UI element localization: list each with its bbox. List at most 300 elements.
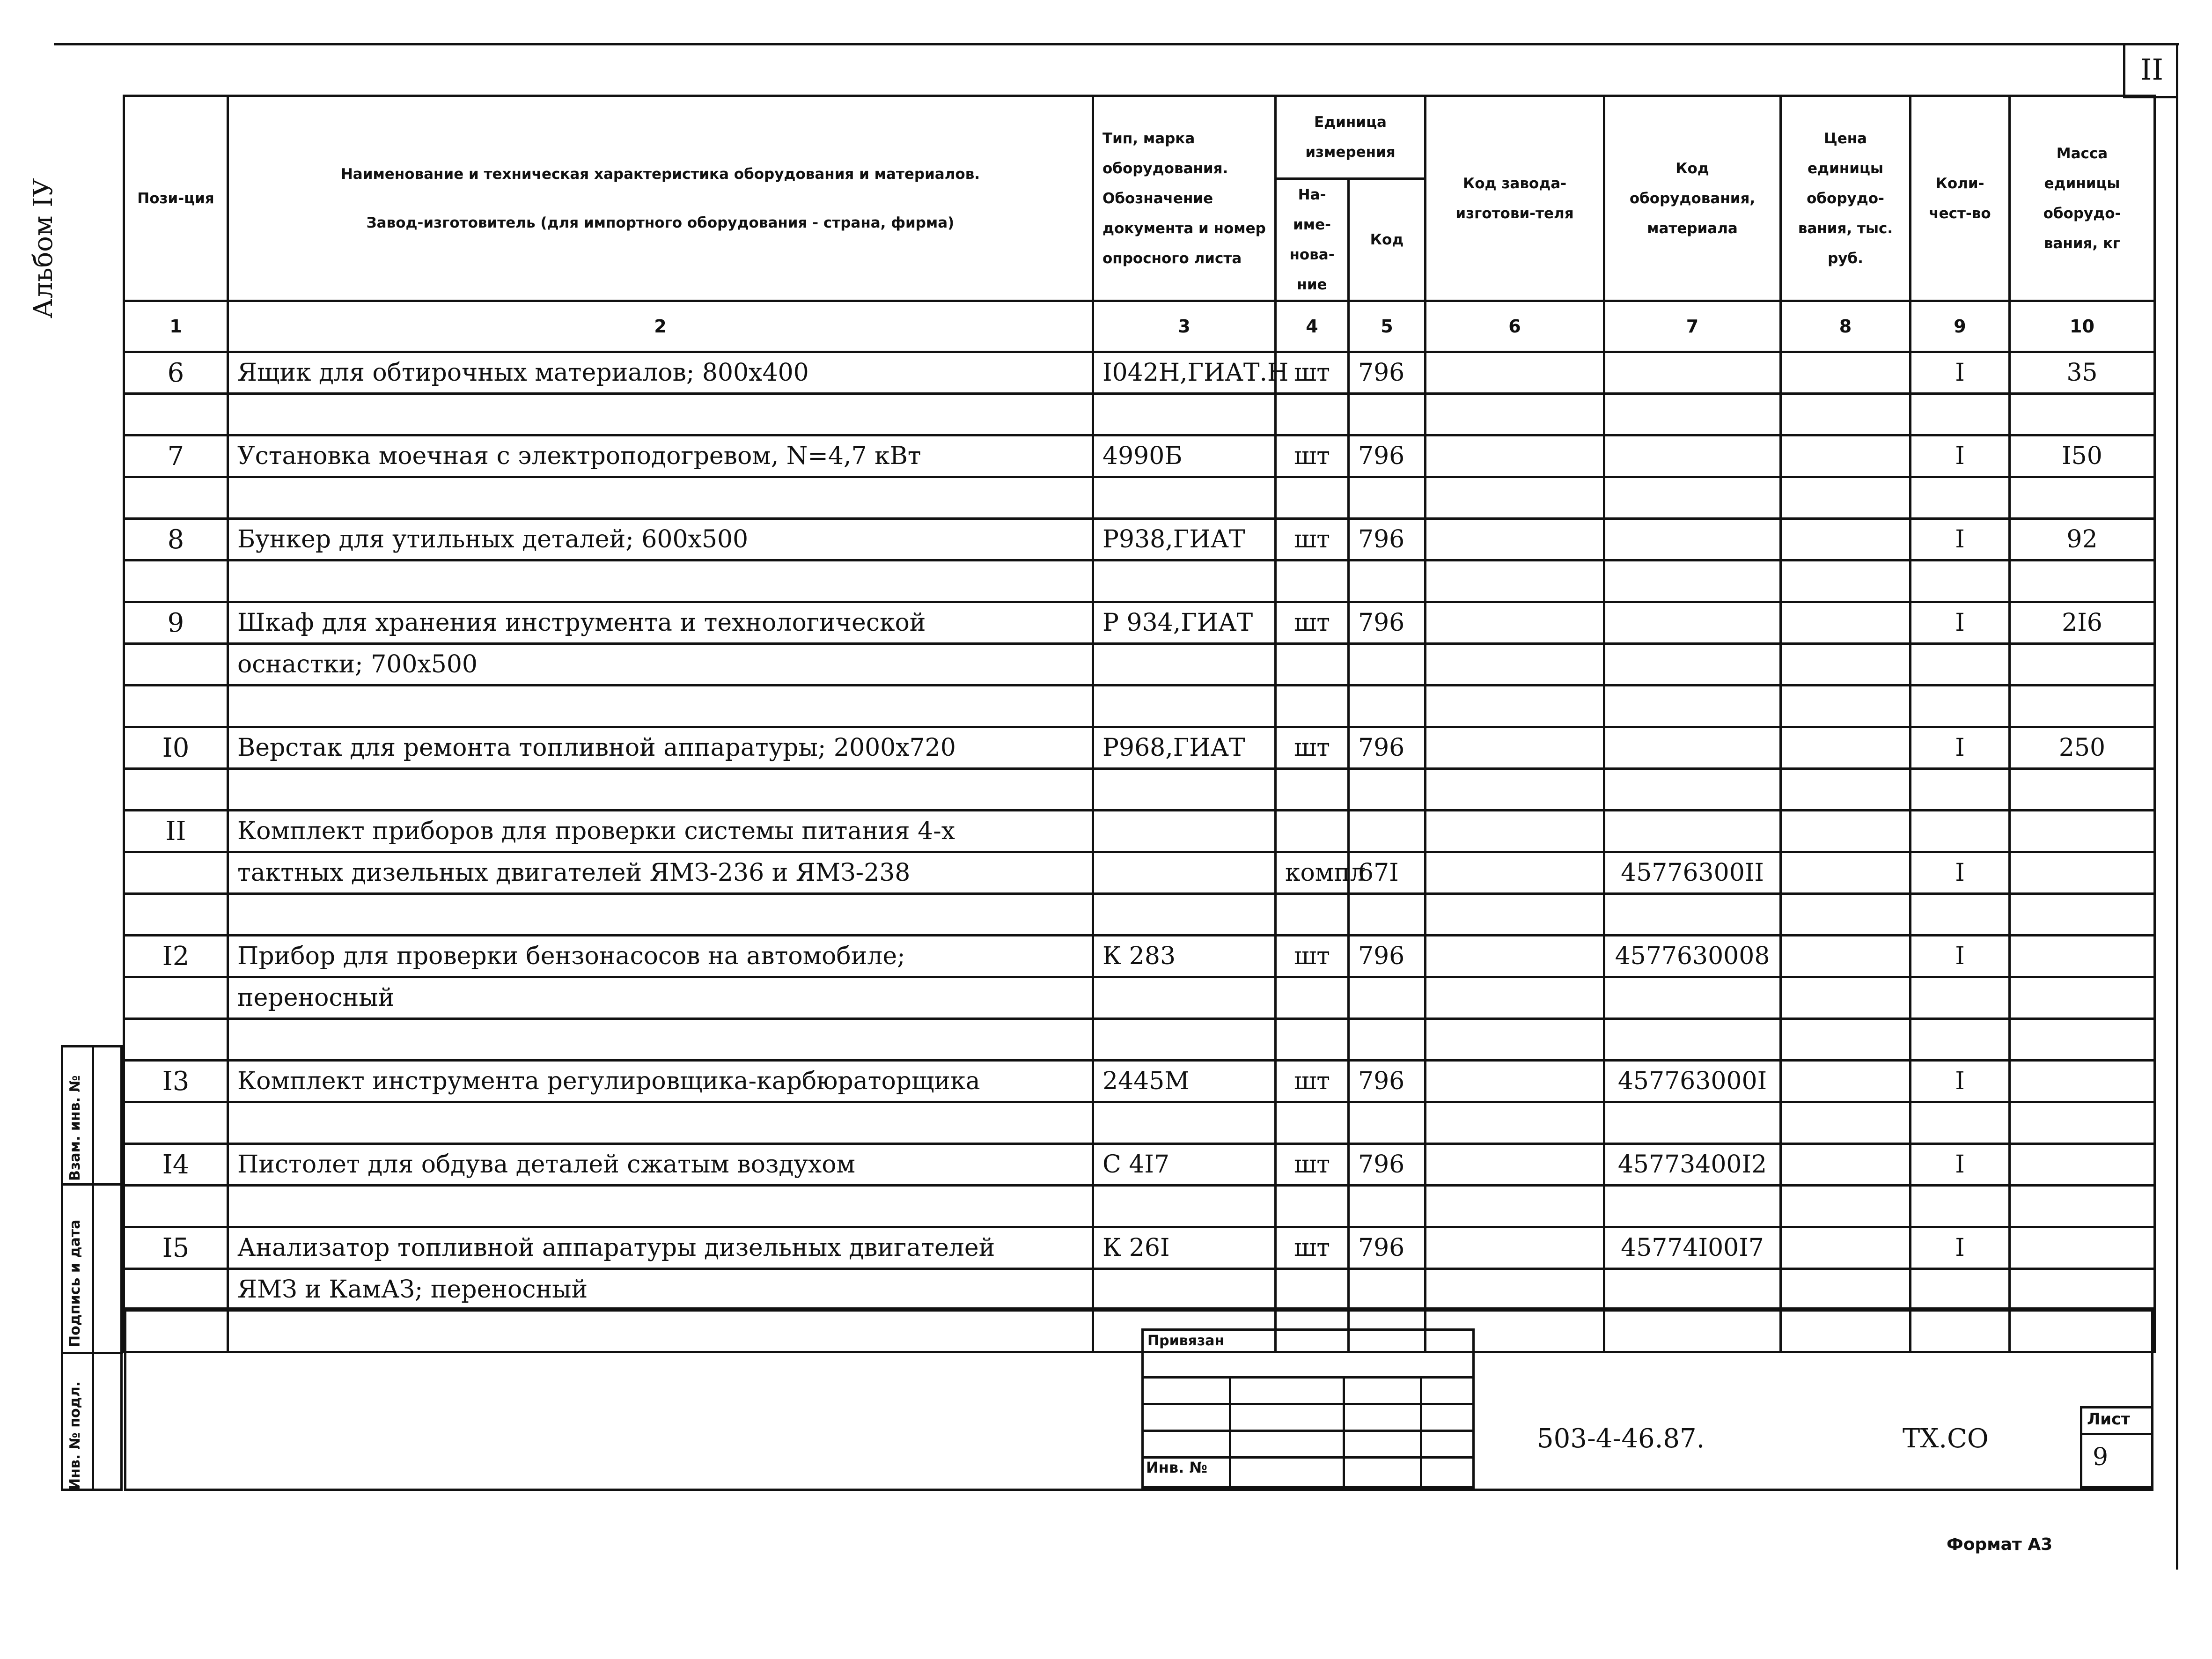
cell-pos (124, 477, 228, 519)
stamp-grid-line (1420, 1376, 1422, 1489)
cell-type: К 283 (1093, 936, 1276, 977)
cell-pos: I4 (124, 1144, 228, 1186)
cell-type (1093, 769, 1276, 811)
cell-code (1604, 519, 1781, 560)
cell-name: Анализатор топливной аппаратуры дизельных двигателей (228, 1227, 1093, 1269)
cell-ucode: 796 (1349, 435, 1426, 477)
cell-ucode: 796 (1349, 519, 1426, 560)
cell-qty: I (1911, 852, 2010, 894)
right-border (2176, 43, 2178, 1570)
cell-name (228, 394, 1093, 435)
cell-name: оснастки; 700х500 (228, 644, 1093, 686)
stamp-grid-line (1343, 1376, 1345, 1489)
cell-price (1781, 519, 1911, 560)
cell-price (1781, 852, 1911, 894)
table-row (124, 560, 2155, 602)
header-name (228, 96, 1093, 301)
cell-qty (1911, 769, 2010, 811)
cell-name (228, 1019, 1093, 1061)
cell-unit: шт (1276, 936, 1349, 977)
cell-mass (2010, 1186, 2155, 1227)
inv-number-label: Инв. № (1146, 1459, 1207, 1476)
cell-price (1781, 602, 1911, 644)
cell-ucode (1349, 1019, 1426, 1061)
cell-unit (1276, 1186, 1349, 1227)
table-row (124, 1102, 2155, 1144)
cell-qty: I (1911, 1227, 2010, 1269)
cell-type (1093, 894, 1276, 936)
cell-name: Шкаф для хранения инструмента и технологической (228, 602, 1093, 644)
cell-maker (1426, 1269, 1604, 1311)
cell-mass (2010, 811, 2155, 852)
cell-qty (1911, 1186, 2010, 1227)
cell-price (1781, 560, 1911, 602)
cell-code (1604, 977, 1781, 1019)
cell-code: 45773400I2 (1604, 1144, 1781, 1186)
cell-price (1781, 1186, 1911, 1227)
header-qty: Коли-чест-во (1911, 96, 2010, 301)
cell-unit: шт (1276, 435, 1349, 477)
cell-pos (124, 686, 228, 727)
table-row (124, 1186, 2155, 1227)
cell-mass (2010, 1144, 2155, 1186)
cell-pos (124, 852, 228, 894)
cell-price (1781, 769, 1911, 811)
cell-type (1093, 686, 1276, 727)
cell-mass (2010, 1102, 2155, 1144)
top-border (54, 43, 2179, 45)
cell-pos (124, 1102, 228, 1144)
cell-unit (1276, 811, 1349, 852)
cell-pos (124, 394, 228, 435)
inv-podl-label: Инв. № подл. (67, 1381, 83, 1490)
cell-unit (1276, 894, 1349, 936)
cell-name: Бункер для утильных деталей; 600х500 (228, 519, 1093, 560)
side-stamp-line (63, 1352, 123, 1354)
cell-unit (1276, 769, 1349, 811)
table-row (124, 1019, 2155, 1061)
cell-code: 457763000I (1604, 1061, 1781, 1102)
cell-mass (2010, 1061, 2155, 1102)
cell-unit: шт (1276, 727, 1349, 769)
header-price: Цена единицы оборудо-вания, тыс. руб. (1781, 96, 1911, 301)
stamp-grid-line (1141, 1403, 1475, 1405)
table-row (124, 1227, 2155, 1269)
cell-type (1093, 394, 1276, 435)
format-label: Формат А3 (1947, 1535, 2053, 1554)
table-row (124, 977, 2155, 1019)
cell-price (1781, 977, 1911, 1019)
cell-code (1604, 644, 1781, 686)
cell-pos: 7 (124, 435, 228, 477)
cell-qty: I (1911, 352, 2010, 394)
sheet-number: II (2123, 43, 2178, 98)
cell-qty: I (1911, 519, 2010, 560)
cell-mass (2010, 852, 2155, 894)
cell-price (1781, 1144, 1911, 1186)
cell-unit (1276, 394, 1349, 435)
cell-type: Р968,ГИАТ (1093, 727, 1276, 769)
document-code: ТХ.СО (1903, 1423, 1989, 1454)
cell-maker (1426, 560, 1604, 602)
cell-code: 45774I00I7 (1604, 1227, 1781, 1269)
cell-price (1781, 686, 1911, 727)
column-number: 7 (1604, 301, 1781, 352)
header-maker-code: Код завода-изготови-теля (1426, 96, 1604, 301)
cell-name (228, 1102, 1093, 1144)
cell-unit: шт (1276, 1061, 1349, 1102)
equipment-table (123, 95, 2156, 1353)
cell-qty: I (1911, 435, 2010, 477)
cell-unit (1276, 1019, 1349, 1061)
cell-ucode (1349, 477, 1426, 519)
cell-name (228, 686, 1093, 727)
cell-unit (1276, 1102, 1349, 1144)
header-equip-code: Код оборудования, материала (1604, 96, 1781, 301)
cell-price (1781, 352, 1911, 394)
cell-qty (1911, 1269, 2010, 1311)
cell-pos (124, 560, 228, 602)
cell-name: Установка моечная с электроподогревом, N=4,7 кВт (228, 435, 1093, 477)
table-row (124, 352, 2155, 394)
cell-type: С 4I7 (1093, 1144, 1276, 1186)
cell-unit: шт (1276, 352, 1349, 394)
cell-qty: I (1911, 602, 2010, 644)
table-row (124, 811, 2155, 852)
cell-maker (1426, 811, 1604, 852)
cell-qty (1911, 477, 2010, 519)
cell-ucode: 796 (1349, 936, 1426, 977)
cell-pos: I3 (124, 1061, 228, 1102)
table-row (124, 1061, 2155, 1102)
column-number: 4 (1276, 301, 1349, 352)
cell-type (1093, 1186, 1276, 1227)
cell-mass (2010, 477, 2155, 519)
cell-name: ЯМЗ и КамАЗ; переносный (228, 1269, 1093, 1311)
cell-ucode (1349, 644, 1426, 686)
cell-mass (2010, 686, 2155, 727)
cell-ucode: 796 (1349, 1144, 1426, 1186)
table-row (124, 602, 2155, 644)
cell-unit (1276, 560, 1349, 602)
cell-code (1604, 769, 1781, 811)
cell-pos: 8 (124, 519, 228, 560)
cell-code (1604, 435, 1781, 477)
cell-name (228, 560, 1093, 602)
cell-unit (1276, 477, 1349, 519)
podpis-label: Подпись и дата (67, 1219, 83, 1347)
cell-code (1604, 727, 1781, 769)
cell-price (1781, 477, 1911, 519)
cell-maker (1426, 602, 1604, 644)
side-stamp-line (63, 1183, 123, 1186)
cell-qty: I (1911, 1061, 2010, 1102)
cell-code (1604, 352, 1781, 394)
stamp-grid-line (1141, 1430, 1475, 1432)
header-mass: Масса единицы оборудо-вания, кг (2010, 96, 2155, 301)
cell-qty: I (1911, 727, 2010, 769)
privyazan-label: Привязан (1141, 1328, 1475, 1379)
cell-maker (1426, 644, 1604, 686)
table-row (124, 477, 2155, 519)
cell-type (1093, 644, 1276, 686)
cell-mass (2010, 394, 2155, 435)
cell-unit: шт (1276, 602, 1349, 644)
cell-qty (1911, 644, 2010, 686)
table-row (124, 769, 2155, 811)
document-number: 503-4-46.87. (1537, 1423, 1705, 1454)
cell-pos: II (124, 811, 228, 852)
cell-name: Пистолет для обдува деталей сжатым воздухом (228, 1144, 1093, 1186)
cell-pos (124, 1019, 228, 1061)
cell-unit: шт (1276, 1227, 1349, 1269)
cell-ucode (1349, 560, 1426, 602)
cell-maker (1426, 477, 1604, 519)
cell-type (1093, 977, 1276, 1019)
cell-mass (2010, 644, 2155, 686)
cell-code (1604, 1269, 1781, 1311)
cell-type: Р938,ГИАТ (1093, 519, 1276, 560)
cell-price (1781, 811, 1911, 852)
column-number: 10 (2010, 301, 2155, 352)
cell-type (1093, 477, 1276, 519)
table-row (124, 394, 2155, 435)
cell-mass: I50 (2010, 435, 2155, 477)
cell-maker (1426, 1019, 1604, 1061)
table-row (124, 1269, 2155, 1311)
cell-name: Прибор для проверки бензонасосов на автомобиле; (228, 936, 1093, 977)
cell-ucode (1349, 894, 1426, 936)
cell-qty (1911, 1019, 2010, 1061)
cell-price (1781, 1019, 1911, 1061)
header-unit-code: Код (1349, 179, 1426, 301)
cell-name: тактных дизельных двигателей ЯМЗ-236 и ЯМЗ-238 (228, 852, 1093, 894)
cell-qty (1911, 686, 2010, 727)
cell-type: Р 934,ГИАТ (1093, 602, 1276, 644)
cell-mass (2010, 769, 2155, 811)
cell-code (1604, 1019, 1781, 1061)
cell-ucode: 796 (1349, 352, 1426, 394)
cell-type (1093, 1102, 1276, 1144)
cell-mass (2010, 560, 2155, 602)
cell-price (1781, 1061, 1911, 1102)
cell-mass (2010, 1019, 2155, 1061)
cell-pos: I5 (124, 1227, 228, 1269)
cell-code (1604, 477, 1781, 519)
cell-name: Ящик для обтирочных материалов; 800х400 (228, 352, 1093, 394)
cell-maker (1426, 686, 1604, 727)
cell-ucode (1349, 811, 1426, 852)
cell-price (1781, 1102, 1911, 1144)
cell-name: Комплект инструмента регулировщика-карбюраторщика (228, 1061, 1093, 1102)
cell-qty (1911, 977, 2010, 1019)
cell-name (228, 1186, 1093, 1227)
cell-ucode (1349, 977, 1426, 1019)
cell-maker (1426, 1102, 1604, 1144)
cell-ucode (1349, 1269, 1426, 1311)
cell-pos (124, 894, 228, 936)
table-row (124, 644, 2155, 686)
cell-ucode (1349, 394, 1426, 435)
cell-code (1604, 560, 1781, 602)
cell-type: I042H,ГИАТ.Н (1093, 352, 1276, 394)
cell-price (1781, 936, 1911, 977)
cell-qty (1911, 894, 2010, 936)
cell-qty: I (1911, 936, 2010, 977)
cell-code (1604, 1102, 1781, 1144)
cell-type: 4990Б (1093, 435, 1276, 477)
vzam-label: Взам. инв. № (67, 1075, 83, 1181)
column-number: 5 (1349, 301, 1426, 352)
cell-ucode (1349, 769, 1426, 811)
cell-price (1781, 394, 1911, 435)
cell-type (1093, 1269, 1276, 1311)
header-type: Тип, марка оборудования. Обозначение документа и номер опросного листа (1093, 96, 1276, 301)
list-label: Лист (2087, 1410, 2130, 1429)
cell-pos (124, 769, 228, 811)
cell-qty: I (1911, 1144, 2010, 1186)
table-row (124, 519, 2155, 560)
cell-ucode (1349, 1102, 1426, 1144)
cell-pos (124, 977, 228, 1019)
cell-maker (1426, 352, 1604, 394)
cell-name: Верстак для ремонта топливной аппаратуры; 2000х720 (228, 727, 1093, 769)
cell-mass (2010, 1269, 2155, 1311)
cell-price (1781, 727, 1911, 769)
cell-price (1781, 1269, 1911, 1311)
cell-maker (1426, 769, 1604, 811)
cell-code (1604, 1186, 1781, 1227)
title-block (124, 1307, 2153, 1491)
cell-type (1093, 811, 1276, 852)
cell-pos: I2 (124, 936, 228, 977)
list-number: 9 (2093, 1443, 2109, 1471)
table-row (124, 435, 2155, 477)
cell-maker (1426, 1227, 1604, 1269)
cell-code (1604, 686, 1781, 727)
cell-maker (1426, 977, 1604, 1019)
table-row (124, 686, 2155, 727)
cell-code: 45776300II (1604, 852, 1781, 894)
column-number: 6 (1426, 301, 1604, 352)
cell-ucode (1349, 686, 1426, 727)
cell-name (228, 894, 1093, 936)
table-row (124, 852, 2155, 894)
cell-ucode: 796 (1349, 1227, 1426, 1269)
cell-name (228, 477, 1093, 519)
cell-unit (1276, 977, 1349, 1019)
stamp-grid-line (1229, 1376, 1231, 1489)
table-row (124, 894, 2155, 936)
cell-mass: 92 (2010, 519, 2155, 560)
cell-maker (1426, 519, 1604, 560)
cell-code (1604, 894, 1781, 936)
table-row (124, 1144, 2155, 1186)
cell-mass (2010, 1227, 2155, 1269)
cell-maker (1426, 1186, 1604, 1227)
cell-ucode: 67I (1349, 852, 1426, 894)
cell-maker (1426, 936, 1604, 977)
cell-unit (1276, 644, 1349, 686)
header-name-line2: Завод-изготовитель (для импортного оборудования - страна, фирма) (366, 214, 955, 231)
cell-ucode (1349, 1186, 1426, 1227)
cell-name: переносный (228, 977, 1093, 1019)
table-row (124, 727, 2155, 769)
cell-type (1093, 852, 1276, 894)
cell-mass: 2I6 (2010, 602, 2155, 644)
cell-unit (1276, 686, 1349, 727)
cell-maker (1426, 894, 1604, 936)
column-number: 3 (1093, 301, 1276, 352)
header-unit-name: На-име-нова-ние (1276, 179, 1349, 301)
cell-type (1093, 560, 1276, 602)
cell-name: Комплект приборов для проверки системы питания 4-х (228, 811, 1093, 852)
cell-mass: 35 (2010, 352, 2155, 394)
side-stamp (61, 1045, 123, 1491)
cell-qty (1911, 1102, 2010, 1144)
album-label: Альбом IУ (28, 178, 59, 318)
cell-maker (1426, 435, 1604, 477)
cell-type: К 26I (1093, 1227, 1276, 1269)
column-number: 9 (1911, 301, 2010, 352)
column-number: 8 (1781, 301, 1911, 352)
cell-maker (1426, 852, 1604, 894)
cell-qty (1911, 811, 2010, 852)
cell-pos: 6 (124, 352, 228, 394)
cell-maker (1426, 1061, 1604, 1102)
cell-maker (1426, 1144, 1604, 1186)
cell-pos (124, 1269, 228, 1311)
cell-unit: шт (1276, 519, 1349, 560)
cell-pos (124, 644, 228, 686)
cell-price (1781, 894, 1911, 936)
cell-mass (2010, 977, 2155, 1019)
cell-price (1781, 644, 1911, 686)
cell-ucode: 796 (1349, 602, 1426, 644)
table-row (124, 936, 2155, 977)
sheet-box-line (2080, 1433, 2153, 1435)
cell-code (1604, 811, 1781, 852)
cell-mass (2010, 894, 2155, 936)
cell-pos: 9 (124, 602, 228, 644)
header-position: Пози-ция (124, 96, 228, 301)
cell-price (1781, 1227, 1911, 1269)
cell-mass: 250 (2010, 727, 2155, 769)
cell-ucode: 796 (1349, 727, 1426, 769)
cell-unit (1276, 1269, 1349, 1311)
cell-type (1093, 1019, 1276, 1061)
header-name-line1: Наименование и техническая характеристика оборудования и материалов. (340, 165, 980, 183)
header-unit-group: Единица измерения (1276, 96, 1426, 179)
cell-code: 4577630008 (1604, 936, 1781, 977)
cell-ucode: 796 (1349, 1061, 1426, 1102)
cell-code (1604, 602, 1781, 644)
column-number: 1 (124, 301, 228, 352)
cell-pos: I0 (124, 727, 228, 769)
cell-maker (1426, 727, 1604, 769)
column-number: 2 (228, 301, 1093, 352)
cell-qty (1911, 394, 2010, 435)
cell-unit: шт (1276, 1144, 1349, 1186)
cell-type: 2445М (1093, 1061, 1276, 1102)
cell-name (228, 769, 1093, 811)
cell-pos (124, 1186, 228, 1227)
cell-code (1604, 394, 1781, 435)
cell-unit: компл (1276, 852, 1349, 894)
cell-price (1781, 435, 1911, 477)
cell-maker (1426, 394, 1604, 435)
cell-mass (2010, 936, 2155, 977)
